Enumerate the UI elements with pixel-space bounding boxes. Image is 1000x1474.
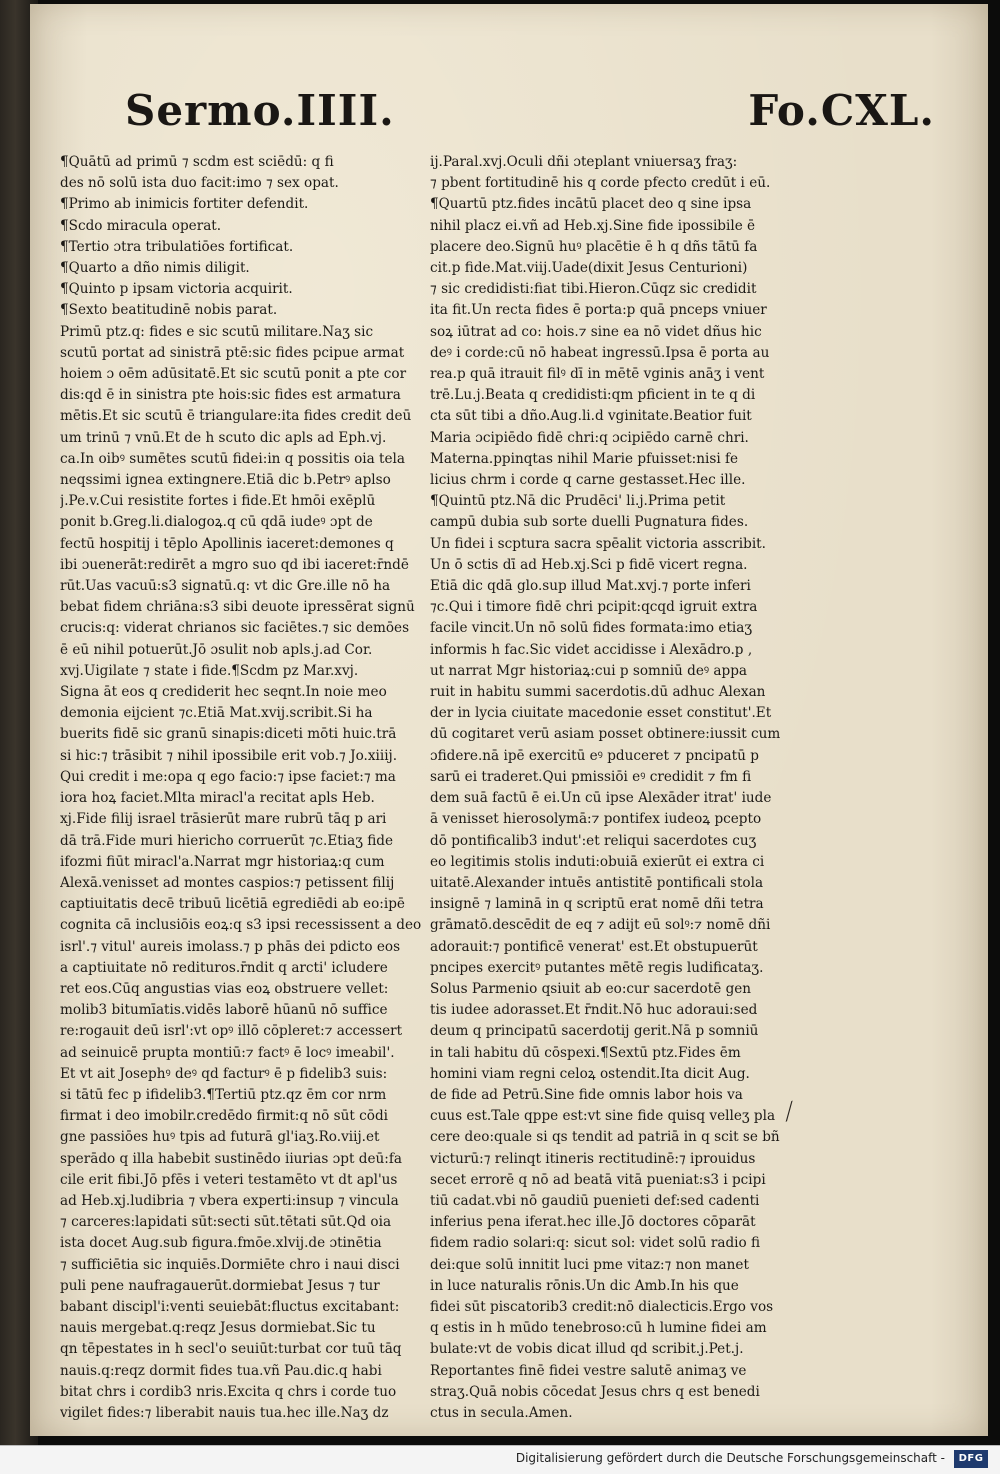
text-line: licius chrm i corde q carne gestasset.Hec ille. <box>430 472 746 489</box>
text-line: puli pene naufragauerūt.dormiebat Jesus ⁊ tur <box>60 1277 380 1294</box>
text-line: ponit b.Greg.li.dialogoꝝ.q cū qdā iudeꝰ ɔpt de <box>60 514 373 531</box>
text-line: fidei sūt piscatorib3 credit:nō dialecticis.Ergo vos <box>430 1298 774 1315</box>
text-line: ad seinuicē prupta montiū:⁊ factꝰ ē locꝰ imeabil'. <box>60 1044 395 1061</box>
text-line: bitat chrs i cordib3 nris.Excita q chrs i corde tuo <box>60 1383 397 1400</box>
marginal-flourish: ⟋ <box>777 1097 802 1128</box>
text-line: fidem radio solari:q: sicut sol: videt solū radio fi <box>430 1235 761 1252</box>
text-line: ⁊c.Qui i timore fidē chri pcipit:qcqd igruit extra <box>430 599 758 616</box>
text-line: ¶Quarto a dño nimis diligit. <box>60 260 250 277</box>
text-line: Reportantes finē fidei vestre salutē animaʒ ve <box>430 1362 747 1379</box>
text-line: ¶Quinto p ipsam victoria acquirit. <box>60 281 293 298</box>
text-line: rūt.Uas vacuū:s3 signatū.q: vt dic Gre.ille nō ha <box>60 578 391 595</box>
text-line: a captiuitate nō redituros.r̄ndit q arcti' icludere <box>60 959 388 976</box>
text-line: um trinū ⁊ vnū.Et de h scuto dic apls ad Eph.vj. <box>60 429 387 446</box>
text-line: qn tēpestates in h secl'o seuiūt:turbat cor tuū tāq <box>60 1341 402 1358</box>
text-line: dā trā.Fide muri hiericho corruerūt ⁊c.Etiaʒ fide <box>60 832 394 849</box>
text-line: j.Pe.v.Cui resistite fortes i fide.Et hmōi exēplū <box>60 493 376 510</box>
text-line: Qui credit i me:opa q ego facio:⁊ ipse faciet:⁊ ma <box>60 768 396 785</box>
text-line: ret eos.Cūq angustias vias eoꝝ obstruere vellet: <box>60 980 389 997</box>
text-line: ¶Quartū ptz.fides incātū placet deo q sine ipsa <box>430 196 752 213</box>
text-line: deꝰ i corde:cū nō habeat ingressū.Ipsa ē porta au <box>430 344 770 361</box>
text-line: tiū cadat.vbi nō gaudiū puenieti def:sed cadenti <box>430 1192 760 1209</box>
text-line: Solus Parmenio qsiuit ab eo:cur sacerdotē gen <box>430 980 752 997</box>
text-line: ibi ɔuenerāt:redirēt a mgro suo qd ibi iaceret:r̄ndē <box>60 556 409 573</box>
text-line: nauis mergebat.q:reqz Jesus dormiebat.Sic tu <box>60 1320 376 1337</box>
text-line: insignē ⁊ laminā in q scriptū erat nomē dñi tetra <box>430 896 764 913</box>
text-line: bulate:vt de vobis dicat illud qd scribit.j.Pet.j. <box>430 1341 744 1358</box>
text-line: si hic:⁊ trāsibit ⁊ nihil ipossibile erit vob.⁊ Jo.xiiij. <box>60 747 398 764</box>
text-line: ruit in habitu summi sacerdotis.dū adhuc Alexan <box>430 684 766 701</box>
text-line: in luce naturalis rōnis.Un dic Amb.In his que <box>430 1277 739 1294</box>
text-line: inferius pena iferat.hec ille.Jō doctores cōparāt <box>430 1214 756 1231</box>
text-line: victurū:⁊ relinqt itineris rectitudinē:⁊ iprouidus <box>430 1150 756 1167</box>
text-line: Materna.ppinqtas nihil Marie pfuisset:nisi fe <box>430 450 739 467</box>
text-line: Maria ɔcipiēdo fidē chri:q ɔcipiēdo carnē chri. <box>430 429 749 446</box>
text-line: ⁊ sufficiētia sic inquiēs.Dormiēte chro i naui disci <box>60 1256 400 1273</box>
text-line: scutū portat ad sinistrā ptē:sic fides pcipue armat <box>60 344 405 361</box>
text-line: crucis:q: viderat chrianos sic faciētes.⁊ sic demōes <box>60 620 410 637</box>
text-line: facile vincit.Un nō solū fides formata:imo etiaʒ <box>430 620 753 637</box>
text-line: Etiā dic qdā glo.sup illud Mat.xvj.⁊ porte inferi <box>430 578 751 595</box>
text-line: campū dubia sub sorte duelli Pugnatura fides. <box>430 514 749 531</box>
text-line: dei:que solū innitit luci pme vitaz:⁊ non manet <box>430 1256 749 1273</box>
text-line: demonia eijcient ⁊c.Etiā Mat.xvij.scribit.Si ha <box>60 705 373 722</box>
footer-bar <box>0 1445 1000 1474</box>
text-line: trē.Lu.j.Beata q credidisti:qm pficient in te q di <box>430 387 756 404</box>
text-line: xvj.Uigilate ⁊ state i fide.¶Scdm pz Mar.xvj. <box>60 662 359 679</box>
text-line: ctus in secula.Amen. <box>430 1404 573 1421</box>
text-line: ¶Quintū ptz.Nā dic Prudēci' li.j.Prima petit <box>430 493 726 510</box>
text-line: adorauit:⁊ pontificē venerat' est.Et obstupuerūt <box>430 938 758 955</box>
text-line: cuus est.Tale qppe est:vt sine fide quisq velleʒ pla <box>430 1108 776 1125</box>
text-line: ifozmi fiūt miracl'a.Narrat mgr historiaꝝ:q cum <box>60 853 385 870</box>
text-line: Et vt ait Josephꝰ deꝰ qd facturꝰ ē p fidelib3 suis: <box>60 1065 388 1082</box>
text-line: ¶Scdo miracula operat. <box>60 217 222 234</box>
text-column-right <box>430 152 800 1424</box>
text-line: de fide ad Petrū.Sine fide omnis labor hois va <box>430 1086 743 1103</box>
text-line: dis:qd ē in sinistra pte hois:sic fides est armatura <box>60 387 401 404</box>
text-line: gne passiōes huꝰ tpis ad futurā gl'iaʒ.Ro.viij.et <box>60 1129 380 1146</box>
text-line: si tātū fec p ifidelib3.¶Tertiū ptz.qz ēm cor nrm <box>60 1086 387 1103</box>
text-line: secet errorē q nō ad beatā vitā pueniat:s3 i pcipi <box>430 1171 766 1188</box>
text-line: ⁊ pbent fortitudinē his q corde pfecto credūt i eū. <box>430 175 771 192</box>
text-line: ē eū nihil potuerūt.Jō ɔsulit nob apls.j.ad Cor. <box>60 641 373 658</box>
text-line: firmat i deo imobilr.credēdo firmit:q nō sūt cōdi <box>60 1108 389 1125</box>
text-line: dō pontificalib3 indut':et reliqui sacerdotes cuʒ <box>430 832 757 849</box>
text-line: bebat fidem chriāna:s3 sibi deuote ipressērat signū <box>60 599 415 616</box>
text-line: captiuitatis decē tribuū licētiā egrediēdi ab eo:ipē <box>60 896 405 913</box>
folio-number: Fo.CXL. <box>748 86 935 135</box>
text-line: nihil placz ei.vñ ad Heb.xj.Sine fide ipossibile ē <box>430 217 756 234</box>
text-line: ca.In oibꝰ sumētes scutū fidei:in q possitis oia tela <box>60 450 405 467</box>
text-line: ⁊ sic credidisti:fiat tibi.Hieron.Cūqz sic credidit <box>430 281 757 298</box>
funding-notice: Digitalisierung gefördert durch die Deutsche Forschungsgemeinschaft - <box>515 1451 945 1465</box>
text-line: eo legitimis stolis induti:obuiā exierūt ei extra ci <box>430 853 765 870</box>
text-line: rea.p quā itrauit filꝰ dī in mētē vginis anāʒ i vent <box>430 366 765 383</box>
text-line: re:rogauit deū isrl':vt opꝰ illō cōpleret:⁊ accessert <box>60 1023 403 1040</box>
text-line: dem suā factū ē ei.Un cū ipse Alexāder itrat' iude <box>430 790 772 807</box>
text-line: Alexā.venisset ad montes caspios:⁊ petissent filij <box>60 874 395 891</box>
text-line: sarū ei traderet.Qui pmissiōi eꝰ credidit ⁊ fm fi <box>430 768 752 785</box>
text-line: babant discipl'i:venti seuiebāt:fluctus excitabant: <box>60 1298 400 1315</box>
text-line: fectū hospitij i tēplo Apollinis iaceret:demones q <box>60 535 394 552</box>
text-line: straʒ.Quā nobis cōcedat Jesus chrs q est benedi <box>430 1383 760 1400</box>
text-line: neqssimi ignea extingnere.Etiā dic b.Petrꝰ aplso <box>60 472 391 489</box>
text-line: homini viam regni celoꝝ ostendit.Ita dicit Aug. <box>430 1065 750 1082</box>
text-line: cognita cā inclusiōis eoꝝ:q s3 ipsi recessissent a deo <box>60 917 422 934</box>
text-line: ad Heb.xj.ludibria ⁊ vbera experti:insup ⁊ vincula <box>60 1192 399 1209</box>
text-line: ā venisset hierosolymā:⁊ pontifex iudeoꝝ pcepto <box>430 811 762 828</box>
text-line: mētis.Et sic scutū ē triangulare:ita fides credit deū <box>60 408 412 425</box>
text-line: Un ō sctis dī ad Heb.xj.Sci p fidē vicert regna. <box>430 556 748 573</box>
text-line: soꝝ iūtrat ad co: hois.⁊ sine ea nō videt dñus hic <box>430 323 762 340</box>
text-line: ita fit.Un recta fides ē porta:p quā pnceps vniuer <box>430 302 767 319</box>
text-line: dū cogitaret verū asiam posset obtinere:iussit cum <box>430 726 781 743</box>
text-line: sperādo q illa habebit sustinēdo iiurias ɔpt deū:fa <box>60 1150 403 1167</box>
text-line: in tali habitu dū cōspexi.¶Sextū ptz.Fides ēm <box>430 1044 741 1061</box>
text-line: informis h fac.Sic videt accidisse i Alexādro.p , <box>430 641 753 658</box>
text-line: uitatē.Alexander intuēs antistitē pontificali stola <box>430 874 764 891</box>
page-header <box>125 86 935 146</box>
text-line: cta sūt tibi a dño.Aug.li.d vginitate.Beatior fuit <box>430 408 752 425</box>
text-line: molib3 bitumīatis.vidēs laborē hūanū nō suffice <box>60 1002 388 1019</box>
text-line: grāmatō.descēdit de eq ⁊ adijt eū solꝰ:⁊ nomē dñi <box>430 917 771 934</box>
text-line: placere deo.Signū huꝰ placētie ē h q dñs tātū fa <box>430 238 758 255</box>
text-line: q estis in h mūdo tenebroso:cū h lumine fidei am <box>430 1320 767 1337</box>
text-line: ij.Paral.xvj.Oculi dñi ɔteplant vniuersaʒ fraʒ: <box>430 154 738 170</box>
text-line: ista docet Aug.sub figura.fmōe.xlvij.de ɔtinētia <box>60 1235 382 1252</box>
text-line: der in lycia ciuitate macedonie esset constitut'.Et <box>430 705 772 722</box>
text-line: pncipes exercitꝰ putantes mētē regis ludificataʒ. <box>430 959 764 976</box>
text-line: hoiem ɔ oēm adūsitatē.Et sic scutū ponit a pte cor <box>60 366 407 383</box>
text-line: ut narrat Mgr historiaꝝ:cui p somniū deꝰ appa <box>430 662 747 679</box>
text-column-left <box>60 152 425 1424</box>
text-line: buerits fidē sic granū sinapis:diceti mōti huic.trā <box>60 726 397 743</box>
text-line: Signa āt eos q crediderit hec seqnt.In noie meo <box>60 684 387 701</box>
text-line: Primū ptz.q: fides e sic scutū militare.Naʒ sic <box>60 323 374 340</box>
text-line: ɔfidere.nā ipē exercitū eꝰ pduceret ⁊ pncipatū p <box>430 747 759 764</box>
text-line: des nō solū ista duo facit:imo ⁊ sex opat. <box>60 175 339 192</box>
text-line: deum q principatū sacerdotij gerit.Nā p somniū <box>430 1023 759 1040</box>
text-line: isrl'.⁊ vitul' aureis imolass.⁊ p phās dei pdicto eos <box>60 938 401 955</box>
text-line: tis iudee adorasset.Et r̄ndit.Nō huc adoraui:sed <box>430 1002 758 1019</box>
text-line: ¶Primo ab inimicis fortiter defendit. <box>60 196 309 213</box>
text-line: ¶Quātū ad primū ⁊ scdm est sciēdū: q fi <box>60 154 334 170</box>
document-page <box>30 4 988 1436</box>
text-line: cile erit fibi.Jō pfēs i veteri testamēto vt dt apl'us <box>60 1171 398 1188</box>
dfg-logo: DFG <box>954 1450 988 1468</box>
text-line: ¶Tertio ɔtra tribulatiōes fortificat. <box>60 238 294 255</box>
text-line: iora hoꝝ faciet.Mlta miracl'a recitat apls Heb. <box>60 790 375 807</box>
text-line: nauis.q:reqz dormit fides tua.vñ Pau.dic.q habi <box>60 1362 382 1379</box>
text-line: xj.Fide filij israel trāsierūt mare rubrū tāq p ari <box>60 811 387 828</box>
text-line: ¶Sexto beatitudinē nobis parat. <box>60 302 278 319</box>
text-line: ⁊ carceres:lapidati sūt:secti sūt.tētati sūt.Qd oia <box>60 1214 392 1231</box>
running-head: Sermo.IIII. <box>125 86 395 135</box>
text-line: vigilet fides:⁊ liberabit nauis tua.hec ille.Naʒ dz <box>60 1404 389 1421</box>
text-line: Un fidei i scptura sacra spēalit victoria asscribit. <box>430 535 766 552</box>
text-line: cere deo:quale si qs tendit ad patriā in q scit se bñ <box>430 1129 780 1146</box>
text-line: cit.p fide.Mat.viij.Uade(dixit Jesus Centurioni) <box>430 260 748 277</box>
